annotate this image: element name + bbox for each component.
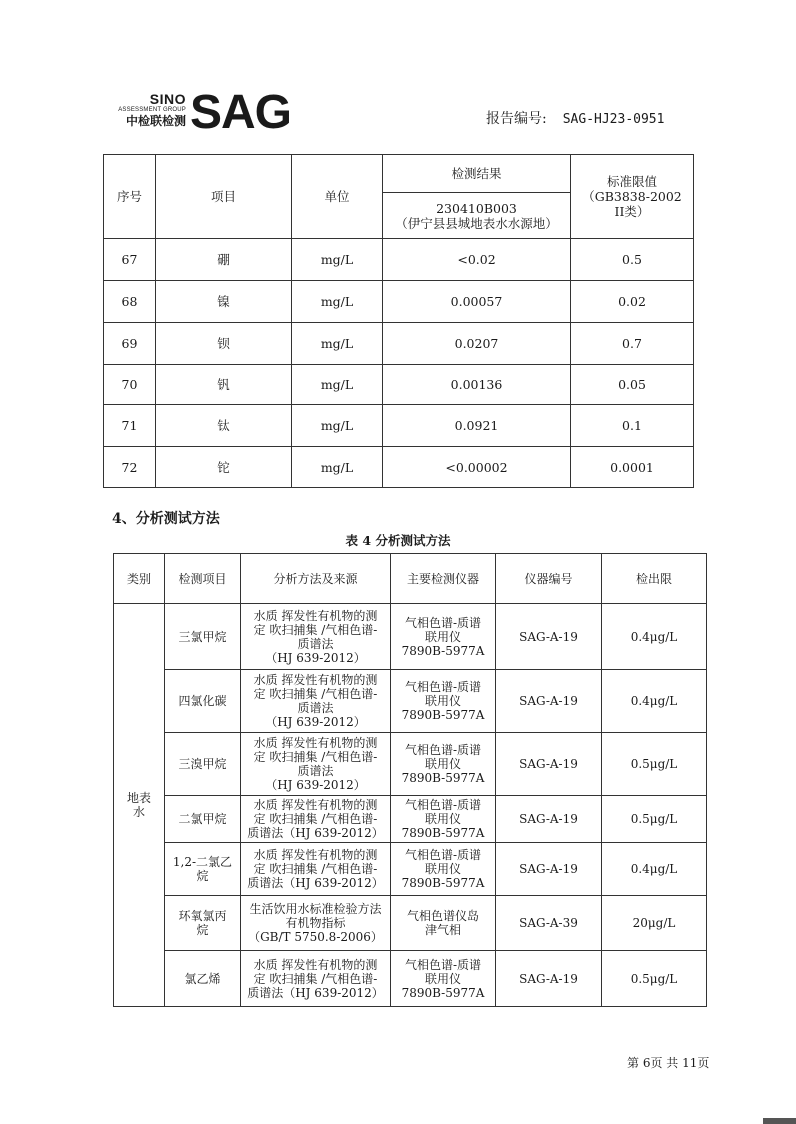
cell-line: （HJ 639-2012） [265,715,366,729]
cell-method [241,604,391,670]
cell-category [114,604,165,1007]
cell-method [241,951,391,1007]
header-detection-limit: 检出限 [602,554,707,604]
header-standard [571,155,694,239]
cell-line: 水质 挥发性有机物的测 [253,673,378,687]
cell-test-item [165,796,241,843]
table-row [114,733,707,796]
cell-instrument [391,733,496,796]
cell-unit: mg/L [292,405,383,447]
cell-instrument [391,951,496,1007]
cell-line: 联用仪 [424,971,461,986]
cell-result: 0.00136 [383,365,571,405]
cell-result: 0.0207 [383,323,571,365]
cell-line: 生活饮用水标准检验方法 [249,902,382,916]
cell-line: 气相色谱-质谱 [404,680,482,694]
header-result: 检测结果 [383,155,571,193]
cell-seq: 71 [104,405,156,447]
results-table [103,154,694,488]
report-number [486,108,664,128]
header-instrument-id: 仪器编号 [496,554,602,604]
cell-detection-limit: 20μg/L [602,896,707,951]
cell-line: （GB/T 5750.8-2006） [248,930,383,944]
cell-result: 0.0921 [383,405,571,447]
cell-test-item [165,604,241,670]
cell-line: 7890B-5977A [401,643,485,658]
table-row [114,951,707,1007]
methods-body [114,554,707,1007]
cell-line: 水质 挥发性有机物的测 [253,848,378,862]
page-footer: 第 6页 共 11页 [627,1056,710,1070]
cell-line: （HJ 639-2012） [265,778,366,792]
cell-item: 钡 [156,323,292,365]
cell-line: 联用仪 [424,862,461,876]
cell-result: <0.02 [383,239,571,281]
cell-instrument-id: SAG-A-39 [496,896,602,951]
cell-detection-limit: 0.4μg/L [602,670,707,733]
cell-limit: 0.0001 [571,447,694,488]
header-category: 类别 [114,554,165,604]
cell-item: 钒 [156,365,292,405]
cell-line: 定 吹扫捕集 /气相色谱- [253,750,378,764]
cell-line: 津气相 [424,923,461,937]
cell-line: 质谱法（HJ 639-2012） [247,985,384,1000]
cell-instrument [391,604,496,670]
cell-test-item [165,951,241,1007]
cell-result: 0.00057 [383,281,571,323]
cell-line: 四氯化碳 [178,694,227,708]
cell-instrument-id: SAG-A-19 [496,843,602,896]
cell-line: 定 吹扫捕集 /气相色谱- [253,812,378,826]
cell-line: 烷 [196,869,209,883]
methods-table [113,553,707,1007]
cell-unit: mg/L [292,447,383,488]
cell-item: 硼 [156,239,292,281]
cell-seq: 67 [104,239,156,281]
cell-instrument-id: SAG-A-19 [496,733,602,796]
table-row [114,796,707,843]
table-row [104,323,694,365]
cell-line: 1,2-二氯乙 [172,855,233,869]
results-body [104,239,694,488]
logo-sag: SAG [190,86,292,139]
cell-method [241,670,391,733]
cell-seq: 70 [104,365,156,405]
cell-limit: 0.1 [571,405,694,447]
cell-line: 气相色谱-质谱 [404,615,482,630]
cell-line: 质谱法 [297,636,334,651]
cell-line: 氯乙烯 [184,971,221,986]
cell-test-item [165,843,241,896]
table-row [104,365,694,405]
cell-line: 联用仪 [424,694,461,708]
logo-group: ASSESSMENT GROUP [118,107,186,113]
cell-limit: 0.5 [571,239,694,281]
cell-line: 定 吹扫捕集 /气相色谱- [253,862,378,876]
cell-item: 铊 [156,447,292,488]
cell-line: 质谱法 [297,701,334,715]
logo-cn: 中检联检测 [125,114,186,128]
cell-line: 气相色谱-质谱 [404,848,482,862]
cell-line: 7890B-5977A [401,708,485,722]
cell-line: 水质 挥发性有机物的测 [253,798,378,812]
cell-instrument [391,670,496,733]
table-row [114,604,707,670]
cell-unit: mg/L [292,323,383,365]
report-number-label: 报告编号: [486,111,547,127]
cell-line: 三溴甲烷 [178,757,227,771]
section-title: 4、分析测试方法 [112,511,220,527]
cell-instrument [391,896,496,951]
scan-edge-mark [763,1118,796,1124]
cell-instrument-id: SAG-A-19 [496,796,602,843]
header-standard-line3: II类） [614,204,650,219]
cell-unit: mg/L [292,239,383,281]
table-caption: 表 4 分析测试方法 [345,533,451,548]
header-sample [383,193,571,239]
table-row [104,447,694,488]
cell-line: 7890B-5977A [401,826,485,840]
cell-line: 7890B-5977A [401,771,485,785]
cell-detection-limit: 0.5μg/L [602,951,707,1007]
table-row [114,896,707,951]
cell-instrument [391,843,496,896]
cell-line: 7890B-5977A [401,876,485,890]
cell-line: 水质 挥发性有机物的测 [253,608,378,623]
cell-method [241,896,391,951]
logo-text-block [110,92,186,129]
header-instrument: 主要检测仪器 [391,554,496,604]
category-line: 水 [132,805,145,819]
cell-instrument-id: SAG-A-19 [496,670,602,733]
cell-item: 钛 [156,405,292,447]
sample-id: 230410B003 [436,200,517,216]
report-number-value: SAG-HJ23-0951 [562,112,665,127]
table-row [104,281,694,323]
cell-method [241,796,391,843]
header-standard-line2: （GB3838-2002 [582,189,682,204]
cell-unit: mg/L [292,281,383,323]
cell-detection-limit: 0.4μg/L [602,843,707,896]
cell-line: 质谱法 [297,764,334,778]
cell-test-item [165,670,241,733]
cell-line: 有机物指标 [285,916,346,930]
cell-limit: 0.05 [571,365,694,405]
cell-line: 烷 [196,923,209,937]
header-standard-line1: 标准限值 [606,174,657,189]
cell-line: 水质 挥发性有机物的测 [253,957,378,972]
cell-line: 环氧氯丙 [178,909,227,923]
category-line: 地表 [126,791,151,805]
cell-line: 质谱法（HJ 639-2012） [247,826,384,840]
cell-detection-limit: 0.4μg/L [602,604,707,670]
cell-item: 镍 [156,281,292,323]
cell-line: 质谱法（HJ 639-2012） [247,876,384,890]
header-seq: 序号 [104,155,156,239]
cell-seq: 68 [104,281,156,323]
cell-instrument-id: SAG-A-19 [496,604,602,670]
table-row [114,670,707,733]
cell-seq: 72 [104,447,156,488]
header-method: 分析方法及来源 [241,554,391,604]
header-item: 项目 [156,155,292,239]
logo-sino: SINO [149,91,186,107]
cell-detection-limit: 0.5μg/L [602,733,707,796]
cell-seq: 69 [104,323,156,365]
cell-detection-limit: 0.5μg/L [602,796,707,843]
cell-line: 定 吹扫捕集 /气相色谱- [253,687,378,701]
cell-line: 气相色谱-质谱 [404,743,482,757]
cell-line: 联用仪 [424,629,461,644]
cell-test-item [165,896,241,951]
cell-result: <0.00002 [383,447,571,488]
sample-location: （伊宁县县城地表水水源地） [395,215,558,231]
cell-line: （HJ 639-2012） [265,650,366,665]
cell-line: 7890B-5977A [401,985,485,1000]
cell-unit: mg/L [292,365,383,405]
cell-limit: 0.02 [571,281,694,323]
cell-limit: 0.7 [571,323,694,365]
cell-line: 水质 挥发性有机物的测 [253,736,378,750]
cell-line: 气相色谱-质谱 [404,957,482,972]
cell-line: 二氯甲烷 [178,812,227,826]
cell-line: 联用仪 [424,757,461,771]
cell-method [241,843,391,896]
cell-instrument [391,796,496,843]
header-test-item: 检测项目 [165,554,241,604]
cell-line: 联用仪 [424,812,461,826]
table-row [104,405,694,447]
table-row [104,239,694,281]
cell-line: 气相色谱仪岛 [406,909,479,923]
cell-line: 气相色谱-质谱 [404,798,482,812]
cell-line: 定 吹扫捕集 /气相色谱- [253,971,378,986]
cell-method [241,733,391,796]
cell-instrument-id: SAG-A-19 [496,951,602,1007]
cell-line: 定 吹扫捕集 /气相色谱- [253,622,378,637]
table-row [114,843,707,896]
header-unit: 单位 [292,155,383,239]
cell-line: 三氯甲烷 [178,629,227,644]
cell-test-item [165,733,241,796]
